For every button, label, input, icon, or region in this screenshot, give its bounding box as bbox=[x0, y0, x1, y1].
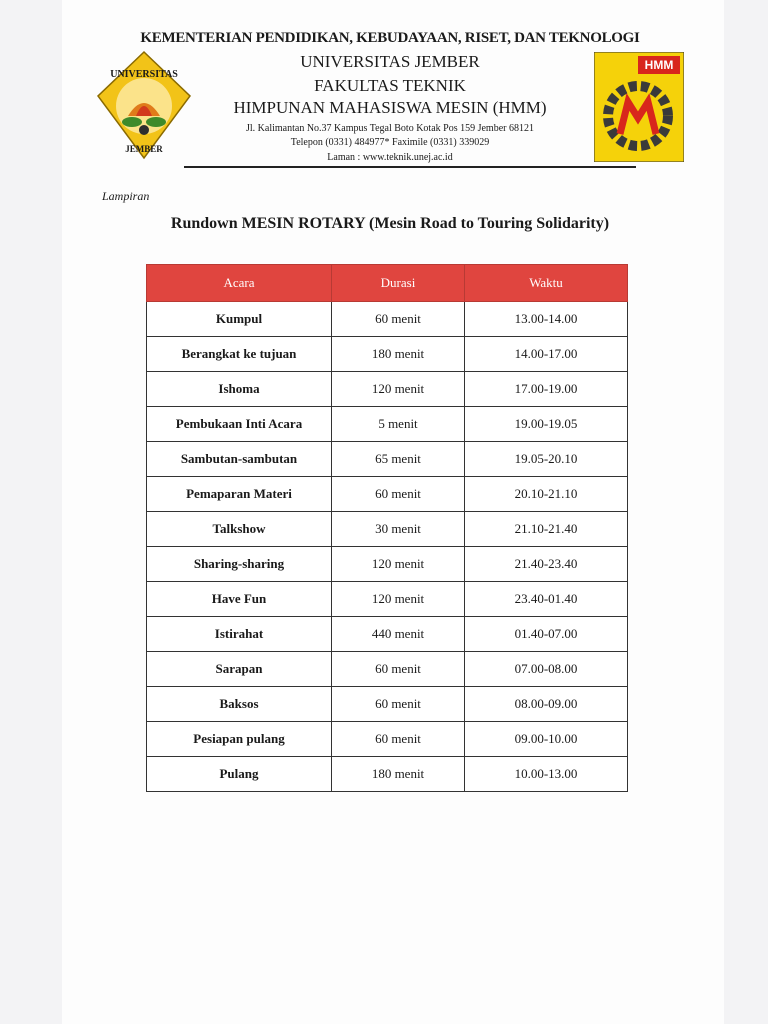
waktu-cell: 01.40-07.00 bbox=[465, 617, 628, 652]
acara-cell: Talkshow bbox=[147, 512, 332, 547]
rundown-table bbox=[146, 264, 628, 792]
header-divider bbox=[184, 166, 636, 168]
table-row bbox=[147, 477, 628, 512]
waktu-cell: 13.00-14.00 bbox=[465, 302, 628, 337]
acara-cell: Kumpul bbox=[147, 302, 332, 337]
durasi-cell: 440 menit bbox=[332, 617, 465, 652]
acara-cell: Pesiapan pulang bbox=[147, 722, 332, 757]
acara-cell: Sarapan bbox=[147, 652, 332, 687]
table-row bbox=[147, 442, 628, 477]
waktu-cell: 17.00-19.00 bbox=[465, 372, 628, 407]
table-row bbox=[147, 372, 628, 407]
header-acara: Acara bbox=[147, 265, 332, 302]
acara-cell: Istirahat bbox=[147, 617, 332, 652]
waktu-cell: 08.00-09.00 bbox=[465, 687, 628, 722]
waktu-cell: 07.00-08.00 bbox=[465, 652, 628, 687]
durasi-cell: 120 menit bbox=[332, 547, 465, 582]
acara-cell: Berangkat ke tujuan bbox=[147, 337, 332, 372]
table-row bbox=[147, 337, 628, 372]
acara-cell: Ishoma bbox=[147, 372, 332, 407]
ministry-name: KEMENTERIAN PENDIDIKAN, KEBUDAYAAN, RISET, DAN TEKNOLOGI bbox=[140, 30, 640, 46]
table-header-row bbox=[147, 265, 628, 302]
durasi-cell: 60 menit bbox=[332, 687, 465, 722]
table-row bbox=[147, 582, 628, 617]
durasi-cell: 60 menit bbox=[332, 652, 465, 687]
website-line: Laman : www.teknik.unej.ac.id bbox=[327, 152, 453, 163]
table-row bbox=[147, 512, 628, 547]
durasi-cell: 120 menit bbox=[332, 582, 465, 617]
svg-text:UNIVERSITAS: UNIVERSITAS bbox=[110, 69, 178, 80]
organization-name: HIMPUNAN MAHASISWA MESIN (HMM) bbox=[233, 98, 547, 117]
table-row bbox=[147, 652, 628, 687]
waktu-cell: 21.40-23.40 bbox=[465, 547, 628, 582]
waktu-cell: 19.00-19.05 bbox=[465, 407, 628, 442]
header-waktu: Waktu bbox=[465, 265, 628, 302]
durasi-cell: 180 menit bbox=[332, 337, 465, 372]
waktu-cell: 14.00-17.00 bbox=[465, 337, 628, 372]
table-row bbox=[147, 617, 628, 652]
acara-cell: Pembukaan Inti Acara bbox=[147, 407, 332, 442]
attachment-label: Lampiran bbox=[102, 189, 150, 203]
acara-cell: Pulang bbox=[147, 757, 332, 792]
acara-cell: Sharing-sharing bbox=[147, 547, 332, 582]
waktu-cell: 19.05-20.10 bbox=[465, 442, 628, 477]
acara-cell: Baksos bbox=[147, 687, 332, 722]
acara-cell: Have Fun bbox=[147, 582, 332, 617]
table-row bbox=[147, 302, 628, 337]
table-row bbox=[147, 687, 628, 722]
header-durasi: Durasi bbox=[332, 265, 465, 302]
table-row bbox=[147, 407, 628, 442]
waktu-cell: 21.10-21.40 bbox=[465, 512, 628, 547]
faculty-name: FAKULTAS TEKNIK bbox=[314, 76, 466, 95]
waktu-cell: 09.00-10.00 bbox=[465, 722, 628, 757]
acara-cell: Pemaparan Materi bbox=[147, 477, 332, 512]
durasi-cell: 60 menit bbox=[332, 477, 465, 512]
acara-cell: Sambutan-sambutan bbox=[147, 442, 332, 477]
durasi-cell: 120 menit bbox=[332, 372, 465, 407]
svg-text:HMM: HMM bbox=[644, 58, 674, 72]
svg-text:JEMBER: JEMBER bbox=[125, 144, 163, 154]
rundown-title: Rundown MESIN ROTARY (Mesin Road to Touring Solidarity) bbox=[170, 215, 610, 232]
hmm-logo bbox=[594, 52, 684, 162]
address-line: Jl. Kalimantan No.37 Kampus Tegal Boto Kotak Pos 159 Jember 68121 bbox=[246, 123, 534, 134]
durasi-cell: 30 menit bbox=[332, 512, 465, 547]
durasi-cell: 60 menit bbox=[332, 302, 465, 337]
waktu-cell: 10.00-13.00 bbox=[465, 757, 628, 792]
waktu-cell: 20.10-21.10 bbox=[465, 477, 628, 512]
waktu-cell: 23.40-01.40 bbox=[465, 582, 628, 617]
phone-line: Telepon (0331) 484977* Faximile (0331) 339029 bbox=[290, 137, 490, 148]
university-name: UNIVERSITAS JEMBER bbox=[300, 52, 480, 71]
durasi-cell: 180 menit bbox=[332, 757, 465, 792]
durasi-cell: 5 menit bbox=[332, 407, 465, 442]
durasi-cell: 65 menit bbox=[332, 442, 465, 477]
durasi-cell: 60 menit bbox=[332, 722, 465, 757]
table-row bbox=[147, 547, 628, 582]
table-row bbox=[147, 757, 628, 792]
table-row bbox=[147, 722, 628, 757]
